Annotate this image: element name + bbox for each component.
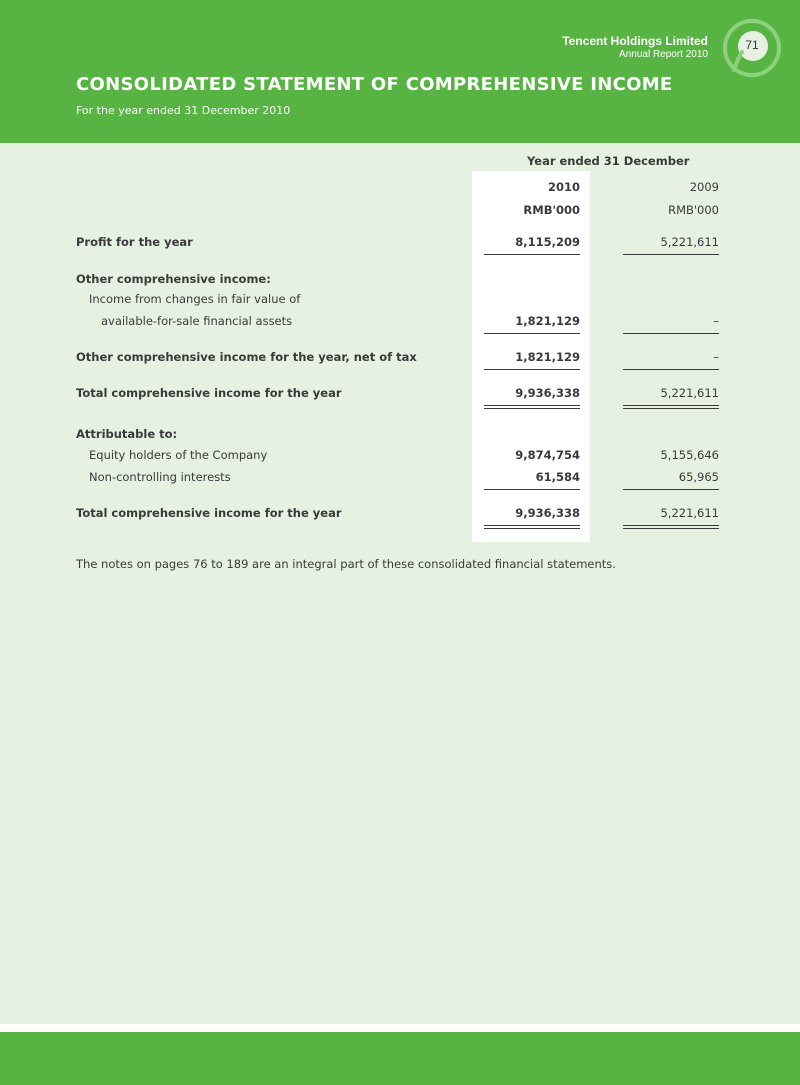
row-value-2009: 5,155,646 bbox=[660, 448, 719, 462]
page-footer bbox=[0, 1032, 800, 1085]
row-value-2010: 9,936,338 bbox=[515, 506, 580, 520]
row-label: Income from changes in fair value of bbox=[89, 292, 301, 306]
report-name: Annual Report 2010 bbox=[619, 49, 708, 60]
page-subtitle: For the year ended 31 December 2010 bbox=[76, 104, 291, 117]
column-group-header: Year ended 31 December bbox=[527, 154, 690, 168]
subtotal-rule bbox=[623, 254, 719, 255]
row-label: available-for-sale financial assets bbox=[101, 314, 293, 328]
subtotal-rule bbox=[623, 489, 719, 490]
row-value-2009: – bbox=[713, 314, 719, 328]
subtotal-rule bbox=[484, 254, 580, 255]
total-double-rule bbox=[484, 525, 580, 526]
total-double-rule bbox=[484, 408, 580, 409]
subtotal-rule bbox=[484, 333, 580, 334]
row-value-2009: – bbox=[713, 350, 719, 364]
total-double-rule bbox=[623, 408, 719, 409]
subtotal-rule bbox=[484, 369, 580, 370]
row-value-2009: 5,221,611 bbox=[660, 386, 719, 400]
row-label: Equity holders of the Company bbox=[89, 448, 268, 462]
col-2009-year: 2009 bbox=[689, 180, 719, 194]
company-name: Tencent Holdings Limited bbox=[562, 34, 708, 48]
row-value-2010: 9,874,754 bbox=[515, 448, 580, 462]
row-value-2010: 1,821,129 bbox=[515, 314, 580, 328]
row-value-2009: 5,221,611 bbox=[660, 506, 719, 520]
row-value-2009: 5,221,611 bbox=[660, 235, 719, 249]
col-2010-year: 2010 bbox=[547, 180, 580, 194]
footnote: The notes on pages 76 to 189 are an integral part of these consolidated financial statements. bbox=[76, 557, 616, 571]
page-header bbox=[0, 0, 800, 143]
row-label: Profit for the year bbox=[76, 235, 193, 249]
col-2010-unit: RMB'000 bbox=[523, 203, 580, 217]
total-double-rule bbox=[623, 405, 719, 406]
subtotal-rule bbox=[623, 333, 719, 334]
total-double-rule bbox=[623, 525, 719, 526]
row-value-2010: 8,115,209 bbox=[515, 235, 580, 249]
col-2009-unit: RMB'000 bbox=[668, 203, 719, 217]
total-double-rule bbox=[623, 528, 719, 529]
section-heading: Other comprehensive income: bbox=[76, 272, 271, 286]
row-label: Other comprehensive income for the year, net of tax bbox=[76, 350, 417, 364]
total-double-rule bbox=[484, 528, 580, 529]
row-value-2010: 9,936,338 bbox=[515, 386, 580, 400]
row-value-2010: 61,584 bbox=[535, 470, 580, 484]
row-value-2009: 65,965 bbox=[678, 470, 719, 484]
page-number: 71 bbox=[745, 38, 759, 52]
page-title: CONSOLIDATED STATEMENT OF COMPREHENSIVE INCOME bbox=[76, 74, 673, 95]
section-heading: Attributable to: bbox=[76, 427, 178, 441]
subtotal-rule bbox=[623, 369, 719, 370]
row-label: Total comprehensive income for the year bbox=[76, 506, 342, 520]
row-label: Total comprehensive income for the year bbox=[76, 386, 342, 400]
row-value-2010: 1,821,129 bbox=[515, 350, 580, 364]
subtotal-rule bbox=[484, 489, 580, 490]
row-label: Non-controlling interests bbox=[89, 470, 231, 484]
total-double-rule bbox=[484, 405, 580, 406]
